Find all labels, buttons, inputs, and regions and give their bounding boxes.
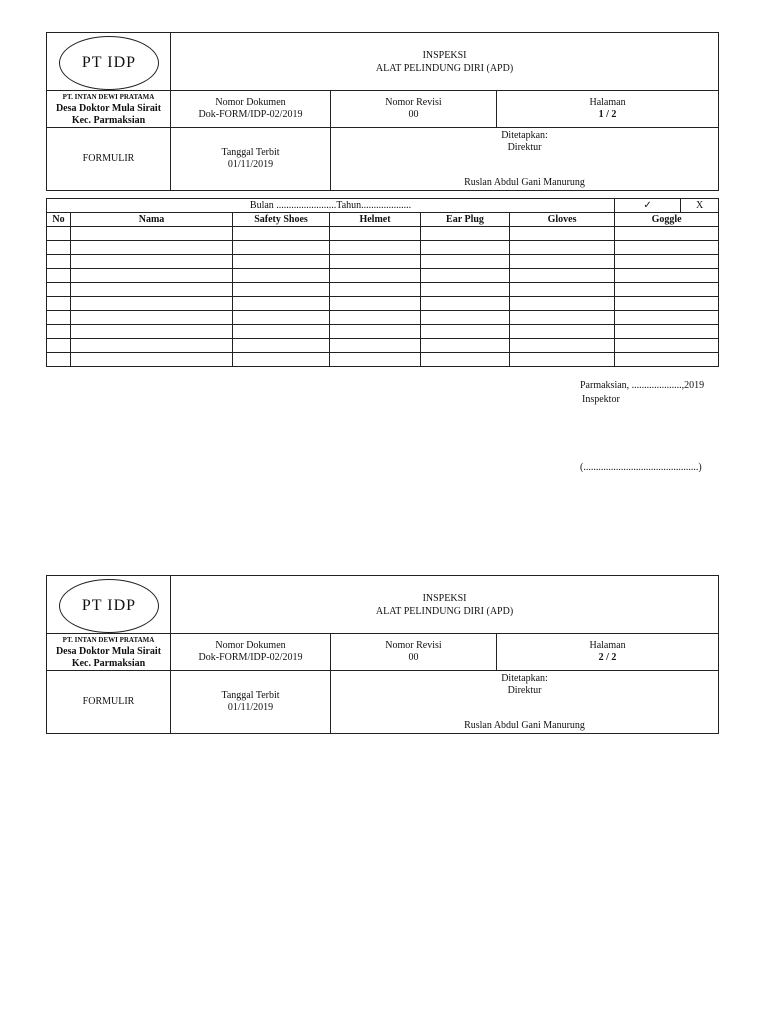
- approval-role: Direktur: [507, 685, 542, 696]
- table-row[interactable]: [47, 255, 719, 269]
- issue-date-value: 01/11/2019: [227, 702, 274, 713]
- revision-number: [331, 634, 497, 671]
- column-header: No: [47, 213, 71, 227]
- company-name: PT. INTAN DEWI PRATAMA: [62, 636, 155, 644]
- title-line-2: ALAT PELINDUNG DIRI (APD): [375, 62, 514, 74]
- issue-date-label: Tanggal Terbit: [221, 147, 280, 158]
- check-mark-legend: ✓: [615, 199, 681, 213]
- page-number: [497, 91, 719, 128]
- logo-oval: [59, 36, 159, 90]
- company-logo: [47, 33, 171, 91]
- approval-name: Ruslan Abdul Gani Manurung: [464, 177, 585, 188]
- table-row[interactable]: [47, 339, 719, 353]
- table-row[interactable]: [47, 353, 719, 367]
- title-line-2: ALAT PELINDUNG DIRI (APD): [375, 605, 514, 617]
- form-title: [171, 33, 719, 91]
- revision-number: [331, 91, 497, 128]
- page-label: Halaman: [589, 640, 626, 651]
- company-address-2: Kec. Parmaksian: [71, 658, 146, 669]
- logo-text: PT IDP: [81, 597, 137, 614]
- issue-date: [171, 128, 331, 191]
- revision-value: 00: [408, 109, 419, 120]
- column-header: Gloves: [510, 213, 615, 227]
- approval-name: Ruslan Abdul Gani Manurung: [464, 720, 585, 731]
- logo-oval: [59, 579, 159, 633]
- cross-mark-legend: X: [681, 199, 719, 213]
- table-header-row: [47, 213, 719, 227]
- title-line-1: INSPEKSI: [422, 49, 467, 61]
- column-header: Helmet: [330, 213, 421, 227]
- issue-date-value: 01/11/2019: [227, 159, 274, 170]
- column-header: Nama: [71, 213, 233, 227]
- table-row[interactable]: [47, 297, 719, 311]
- page-number: [497, 634, 719, 671]
- company-address-1: Desa Doktor Mula Sirait: [55, 646, 162, 657]
- company-info: [47, 91, 171, 128]
- form-type: [47, 671, 171, 734]
- page-value: 1 / 2: [598, 109, 617, 120]
- form-type-label: FORMULIR: [82, 153, 135, 164]
- page-label: Halaman: [589, 97, 626, 108]
- approval: [331, 671, 719, 734]
- table-row[interactable]: [47, 283, 719, 297]
- company-address-1: Desa Doktor Mula Sirait: [55, 103, 162, 114]
- period-field[interactable]: Bulan ........................Tahun....................: [47, 199, 615, 213]
- document-number: [171, 91, 331, 128]
- logo-text: PT IDP: [81, 54, 137, 71]
- form-title: [171, 576, 719, 634]
- title-line-1: INSPEKSI: [422, 592, 467, 604]
- page-value: 2 / 2: [598, 652, 617, 663]
- company-address-2: Kec. Parmaksian: [71, 115, 146, 126]
- signature-role: Inspektor: [582, 394, 620, 405]
- revision-label: Nomor Revisi: [385, 97, 442, 108]
- table-row[interactable]: [47, 311, 719, 325]
- column-header: Ear Plug: [421, 213, 510, 227]
- table-row[interactable]: [47, 325, 719, 339]
- table-row[interactable]: [47, 269, 719, 283]
- signature-name-blank[interactable]: (..............................................): [580, 462, 702, 473]
- revision-label: Nomor Revisi: [385, 640, 442, 651]
- company-logo: [47, 576, 171, 634]
- document-number-label: Nomor Dokumen: [215, 640, 286, 651]
- issue-date: [171, 671, 331, 734]
- company-info: [47, 634, 171, 671]
- approval-label: Ditetapkan:: [501, 130, 548, 141]
- company-name: PT. INTAN DEWI PRATAMA: [62, 93, 155, 101]
- document-number-value: Dok-FORM/IDP-02/2019: [198, 109, 303, 120]
- column-header: Goggle: [615, 213, 719, 227]
- document-header-page-1: [46, 32, 719, 191]
- document-number-value: Dok-FORM/IDP-02/2019: [198, 652, 303, 663]
- inspection-table: [46, 198, 719, 367]
- approval-label: Ditetapkan:: [501, 673, 548, 684]
- issue-date-label: Tanggal Terbit: [221, 690, 280, 701]
- signature-place-date: Parmaksian, ....................,2019: [580, 380, 705, 391]
- approval: [331, 128, 719, 191]
- form-type-label: FORMULIR: [82, 696, 135, 707]
- approval-role: Direktur: [507, 142, 542, 153]
- form-type: [47, 128, 171, 191]
- table-row[interactable]: [47, 227, 719, 241]
- document-header-page-2: [46, 575, 719, 734]
- document-number: [171, 634, 331, 671]
- column-header: Safety Shoes: [233, 213, 330, 227]
- document-number-label: Nomor Dokumen: [215, 97, 286, 108]
- table-row[interactable]: [47, 241, 719, 255]
- revision-value: 00: [408, 652, 419, 663]
